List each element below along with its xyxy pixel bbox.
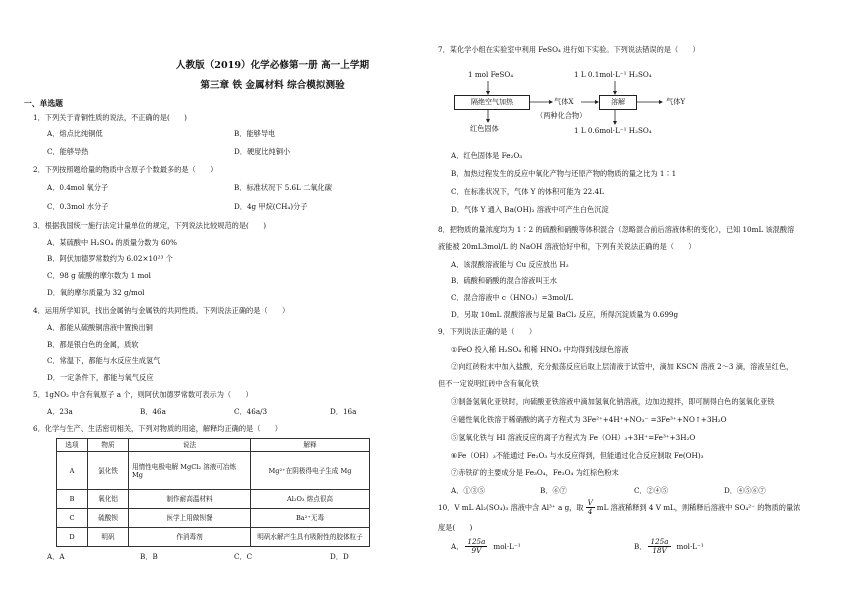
q2-option-a: A．0.4mol 氧分子: [47, 183, 109, 192]
q7-option-c: C．在标准状况下，气体 Y 的体积可能为 22.4L: [451, 187, 604, 196]
q10-stem-part2: mL 溶液稀释到 4 V mL，则稀释后溶液中 SO₄²⁻ 的物质的量浓: [596, 502, 801, 512]
table-cell: D: [57, 528, 88, 547]
q9-statement-3: ③制备氢氧化亚铁时，向硫酸亚铁溶液中滴加氢氧化钠溶液，边加边搅拌，即可制得白色的氢氧化亚铁: [451, 397, 775, 406]
q8-option-a: A．该混酸溶液能与 Cu 反应放出 H₂: [451, 260, 569, 269]
table-header-cell: 解释: [251, 439, 370, 452]
option-label: B．: [634, 541, 647, 551]
table-cell: Mg²⁺在阴极得电子生成 Mg: [251, 452, 370, 490]
q5-option-b: B．46a: [140, 407, 166, 416]
diagram-heating-box: 隔绝空气加热: [454, 95, 530, 110]
q7-diagram: [456, 68, 716, 148]
option-unit: mol·L⁻¹: [493, 541, 521, 551]
table-header-cell: 选项: [57, 439, 88, 452]
q3-option-a: A．某硫酸中 H₂SO₄ 的质量分数为 60%: [47, 238, 177, 247]
fraction-denominator: 18V: [652, 545, 667, 555]
table-header-cell: 说法: [129, 439, 251, 452]
q3-option-c: C．98 g 硫酸的摩尔数为 1 mol: [47, 271, 151, 280]
q8-option-b: B．硫酸和硝酸的混合溶液叫王水: [451, 276, 557, 285]
fraction-numerator: V: [587, 498, 593, 507]
option-label: A．: [451, 541, 464, 551]
q10-stem-part1: 10．V mL Al₂(SO₄)₃ 溶液中含 Al³⁺ a g，取: [438, 502, 584, 512]
table-header-cell: 物质: [88, 439, 129, 452]
diagram-gas-y-label: 气体Y: [666, 97, 686, 106]
diagram-dissolve-box: 溶解: [599, 95, 637, 110]
q1-option-c: C．能够导热: [47, 147, 89, 156]
q3-option-b: B．阿伏加德罗常数约为 6.02×10²³ 个: [47, 254, 173, 263]
q5-option-d: D．16a: [330, 407, 357, 416]
q6-option-b: B．B: [140, 552, 158, 561]
fraction-denominator: 9V: [471, 545, 482, 555]
q9-statement-6: ⑥Fe（OH）₃不能通过 Fe₂O₃ 与水反应得到，但能通过化合反应制取 Fe(OH)₃: [451, 451, 704, 460]
q3-stem: 3．根据我国统一施行法定计量单位的规定，下列说法比较规范的是( ): [33, 221, 266, 230]
q7-stem: 7．某化学小组在实验室中利用 FeSO₄ 进行如下实验。下列说法错误的是（ ）: [438, 45, 700, 54]
fraction-denominator: 4: [587, 506, 593, 516]
q8-stem-line1: 8．把物质的量浓度均为 1∶2 的硫酸和硝酸等体积混合（忽略混合前后溶液体积的变化），已知 10mL 该混酸溶: [438, 225, 795, 234]
table-header-row: [57, 439, 370, 452]
table-cell: 明矾水解产生具有吸附性的胶体粒子: [251, 528, 370, 547]
q9-statement-7: ⑦赤铁矿的主要成分是 Fe₃O₄，Fe₃O₄ 为红棕色粉末: [451, 468, 619, 477]
table-cell: 作消毒剂: [129, 528, 251, 547]
paper-subtitle: 第三章 铁 金属材料 综合模拟测验: [200, 80, 345, 91]
q6-stem: 6．化学与生产、生活密切相关，下列对物质的用途，解释均正确的是（ ）: [33, 424, 282, 433]
table-cell: 氧化铝: [88, 490, 129, 509]
q7-option-b: B．加热过程发生的反应中氧化产物与还原产物的物质的量之比为 1∶1: [451, 169, 677, 178]
q7-option-a: A．红色固体是 Fe₂O₃: [451, 151, 523, 160]
q9-statement-4: ④磁性氧化铁溶于稀硝酸的离子方程式为 3Fe²⁺+4H⁺+NO₃⁻ =3Fe³⁺+NO↑+3H₂O: [451, 415, 727, 424]
table-cell: 明矾: [88, 528, 129, 547]
q1-option-d: D．硬度比纯铜小: [234, 147, 291, 156]
q1-option-a: A．熔点比纯铜低: [47, 129, 103, 138]
q5-stem: 5．1gNO₂ 中含有氧原子 a 个，则阿伏加德罗常数可表示为（ ）: [33, 390, 253, 399]
table-cell: C: [57, 509, 88, 528]
table-cell: A: [57, 452, 88, 490]
q9-statement-2: ②向红砖粉末中加入盐酸，充分振荡反应后取上层清液于试管中，滴加 KSCN 溶液 2～3 滴，溶液呈红色，: [451, 362, 794, 371]
diagram-solid-label: 红色固体: [470, 124, 499, 133]
q2-option-b: B．标准状况下 5.6L 二氧化碳: [234, 183, 332, 192]
q10-stem-line1: [438, 499, 800, 516]
diagram-gas-x-label: 气体X: [554, 97, 574, 106]
q10-option-b: [634, 538, 704, 555]
table-cell: 用惰性电极电解 MgCl₂ 溶液可冶炼 Mg: [129, 452, 251, 490]
q8-stem-line2: 液能被 20mL3mol/L 的 NaOH 溶液恰好中和，下列有关说法正确的是（ ）: [438, 242, 696, 251]
q10-option-a: [451, 538, 521, 555]
diagram-acid-top-label: 1 L 0.1mol·L⁻¹ H₂SO₄: [574, 70, 652, 79]
q7-option-d: D．气体 Y 通入 Ba(OH)₂ 溶液中可产生白色沉淀: [451, 205, 609, 214]
table-row: [57, 490, 370, 509]
q10-option-a-fraction: [465, 538, 487, 555]
diagram-reactant-label: 1 mol FeSO₄: [468, 70, 514, 79]
q1-option-b: B．能够导电: [234, 129, 276, 138]
table-cell: 制作耐高温材料: [129, 490, 251, 509]
q9-option-a: A．①③⑤: [451, 486, 485, 495]
q5-option-c: C．46a/3: [234, 407, 268, 416]
q2-stem: 2．下列按照题给量的物质中含原子个数最多的是（ ）: [33, 165, 218, 174]
q9-statement-1: ①FeO 投入稀 H₂SO₄ 和稀 HNO₃ 中均得到浅绿色溶液: [451, 345, 629, 354]
q10-stem-line3: 度是( ): [438, 523, 473, 532]
paper-title: 人教版（2019）化学必修第一册 高一上学期: [175, 60, 370, 71]
fraction-numerator: 125a: [467, 537, 486, 546]
fraction-numerator: 125a: [650, 537, 669, 546]
section-heading: 一、单选题: [24, 99, 63, 108]
q10-option-b-fraction: [648, 538, 670, 555]
table-cell: Ba²⁺无毒: [251, 509, 370, 528]
q9-option-b: B．⑥⑦: [540, 486, 567, 495]
q4-option-b: B．都是银白色的金属，质软: [47, 340, 139, 349]
q2-option-d: D．4g 甲烷(CH₄)分子: [234, 202, 308, 211]
q4-stem: 4．运用所学知识，找出金属钠与金属铁的共同性质。下列说法正确的是（ ）: [33, 306, 290, 315]
table-row: [57, 509, 370, 528]
q8-option-d: D．另取 10mL 混酸溶液与足量 BaCl₂ 反应，所得沉淀质量为 0.699g: [451, 310, 679, 319]
option-unit: mol·L⁻¹: [676, 541, 704, 551]
diagram-gas-x-note: （两种化合物）: [536, 111, 587, 120]
q8-option-c: C．混合溶液中 c（HNO₃）=3mol/L: [451, 293, 573, 302]
table-cell: 氯化铁: [88, 452, 129, 490]
q5-option-a: A．23a: [47, 407, 73, 416]
table-cell: B: [57, 490, 88, 509]
diagram-acid-bottom-label: 1 L 0.6mol·L⁻¹ H₂SO₄: [574, 126, 652, 135]
q4-option-d: D．一定条件下，都能与氧气反应: [47, 373, 154, 382]
q3-option-d: D．氧的摩尔质量为 32 g/mol: [47, 288, 145, 297]
q4-option-a: A．都能从硫酸铜溶液中置换出铜: [47, 323, 153, 332]
q2-option-c: C．0.3mol 水分子: [47, 202, 109, 211]
table-cell: Al₂O₃ 熔点很高: [251, 490, 370, 509]
q6-option-a: A．A: [47, 552, 65, 561]
table-row: [57, 452, 370, 490]
q9-stem: 9．下列说法正确的是（ ）: [438, 327, 537, 336]
table-row: [57, 528, 370, 547]
table-cell: 硫酸钡: [88, 509, 129, 528]
q6-option-d: D．D: [330, 552, 349, 561]
q6-table: [56, 438, 370, 547]
q9-option-c: C．②④⑤: [634, 486, 669, 495]
q1-stem: 1．下列关于青铜性质的说法，不正确的是( ): [33, 113, 187, 122]
table-cell: 医学上用做钡餐: [129, 509, 251, 528]
q10-fraction-v-over-4: [586, 499, 595, 516]
q9-option-d: D．④⑤⑥⑦: [724, 486, 766, 495]
q4-option-c: C．常温下，都能与水反应生成氢气: [47, 356, 161, 365]
q9-statement-2-cont: 但不一定说明红砖中含有氧化铁: [438, 379, 539, 388]
q9-statement-5: ⑤氢氧化铁与 HI 溶液反应的离子方程式为 Fe（OH）₃+3H⁺=Fe³⁺+3H₂O: [451, 433, 696, 442]
q6-option-c: C．C: [234, 552, 253, 561]
